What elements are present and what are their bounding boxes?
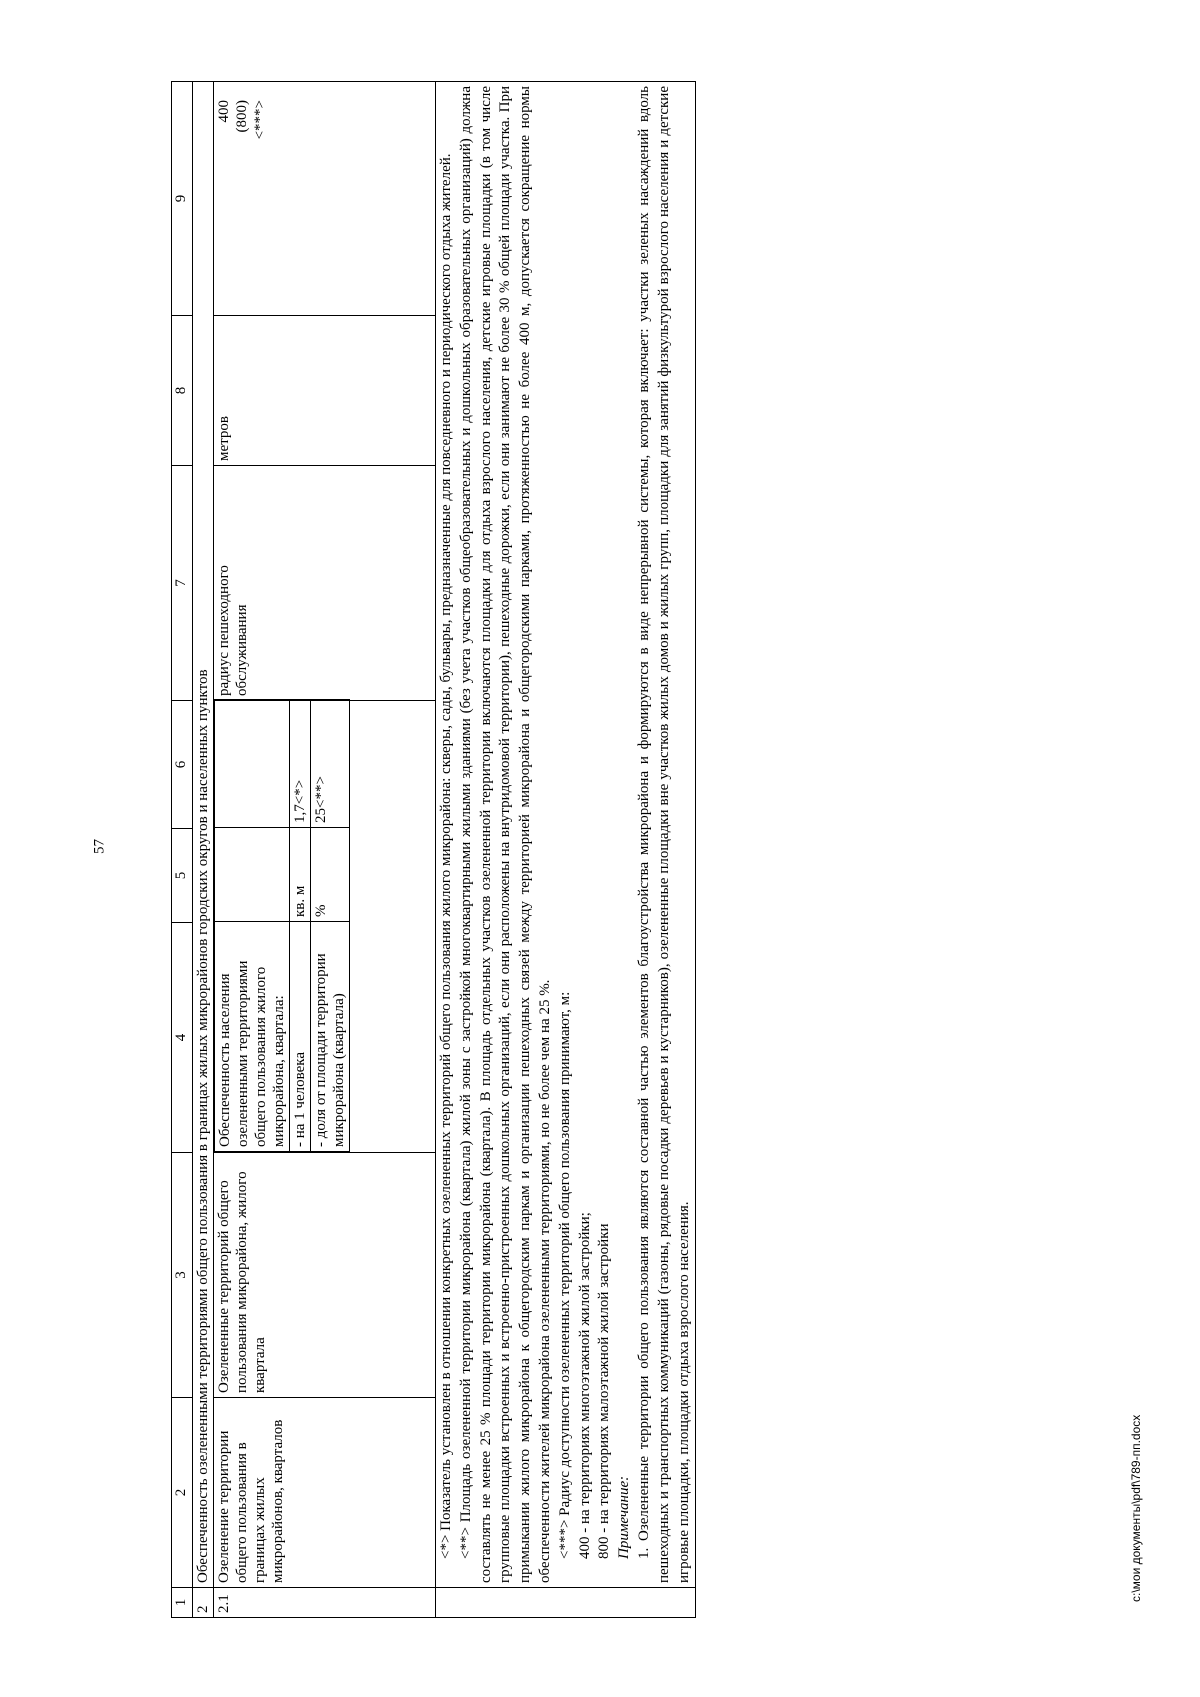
share-value: 25<**> (311, 700, 350, 828)
header-col-7: 7 (172, 466, 193, 701)
accessibility-indicator: радиус пешеходного обслуживания (214, 466, 436, 701)
per-person-value: 1,7<*> (290, 700, 311, 828)
data-row-2-1 (214, 82, 436, 1618)
header-col-8: 8 (172, 316, 193, 466)
note-3-item-2: 800 - на территориях малоэтажной жилой застройки (596, 1223, 613, 1559)
notes-row (436, 82, 696, 1618)
share-unit: % (311, 828, 350, 922)
provision-title: Обеспеченность населения озелененными территориями общего пользования жилого микрорайона, квартала: (215, 922, 290, 1152)
header-col-4: 4 (172, 923, 193, 1153)
accessibility-value (214, 82, 436, 316)
header-col-2: 2 (172, 1398, 193, 1588)
page-number: 57 (91, 839, 108, 854)
radius-value-1: 400 (216, 100, 232, 123)
per-person-label: - на 1 человека (290, 922, 311, 1152)
notes-cell (436, 82, 696, 1588)
provision-cell (214, 701, 436, 1153)
rotated-table-page (171, 82, 1029, 1618)
provision-subtable (214, 699, 350, 1152)
header-col-6: 6 (172, 701, 193, 829)
note-1: <*> Показатель установлен в отношении конкретных озелененных территорий общего пользования жилого микрорайона: скверы, сады, бульвары, предназначенные для повседневного и периодического отдыха жителей. (438, 153, 454, 1559)
radius-note-ref: <***> (252, 100, 268, 140)
note-2: <**> Площадь озелененной территории микрорайона (квартала) жилой зоны с застройкой многоквартирными жилыми зданиями (без учета участков общеобразовательных и дошкольных образовательных организаций) должна составлять не менее 25 % площади территории микрорайона (квартала). В площадь отдельных участков озелененной территории включаются площадки для отдыха взрослого населения, детские игровые площадки (в том числе групповые площадки встроенных и встроенно-пристроенных дошкольных организаций, если они расположены на внутридомовой территории), пешеходные дорожки, если они занимают не более 30 % общей площади участка. При примыкании жилого микрорайона к общегородским паркам и организации пешеходных связей между территорией микрорайона и общегородскими парками, протяженностью не более 400 м, допускается сокращение нормы обеспеченности жителей микрорайона озелененными территориями, но не более чем на 25 %. (457, 86, 553, 1583)
indicator-name: Озеленение территории общего пользования в границах жилых микрорайонов, кварталов (214, 1398, 436, 1588)
object-name: Озелененные территорий общего пользования микрорайона, жилого квартала (214, 1153, 436, 1398)
section-number: 2 (193, 1588, 214, 1618)
section-row (193, 82, 214, 1618)
per-person-unit: кв. м (290, 828, 311, 922)
header-row (172, 82, 193, 1618)
section-title: Обеспеченность озелененными территориями общего пользования в границах жилых микрорайонов городских округов и населенных пунктов (193, 82, 214, 1588)
share-label: - доля от площади территории микрорайона (квартала) (311, 922, 350, 1152)
radius-value-2: (800) (234, 100, 250, 133)
note-3: <***> Радиус доступности озелененных территорий общего пользования принимают, м: (556, 991, 573, 1559)
remark-1: 1. Озелененные территории общего пользования являются составной частью элементов благоустройства микрорайона и формируются в виде непрерывной системы, которая включает: участки зеленых насаждений вдоль пешеходных и транспортных коммуникаций (газоны, рядовые посадки деревьев и кустарников), озелененные площадки вне участков жилых домов и жилых групп, площадки для занятий физкультурой взрослого населения и детские игровые площадки, площадки отдыха взрослого населения. (635, 86, 692, 1583)
norms-table (171, 81, 696, 1618)
file-path: c:\мои документы\pdf\789-пп.docx (1129, 1414, 1143, 1602)
header-col-1: 1 (172, 1588, 193, 1618)
remark-title: Примечание: (616, 1475, 633, 1559)
note-3-item-1: 400 - на территориях многоэтажной жилой застройки; (576, 1212, 593, 1559)
accessibility-unit: метров (214, 316, 436, 466)
header-col-3: 3 (172, 1153, 193, 1398)
header-col-5: 5 (172, 829, 193, 923)
header-col-9: 9 (172, 82, 193, 316)
row-number: 2.1 (214, 1588, 436, 1618)
